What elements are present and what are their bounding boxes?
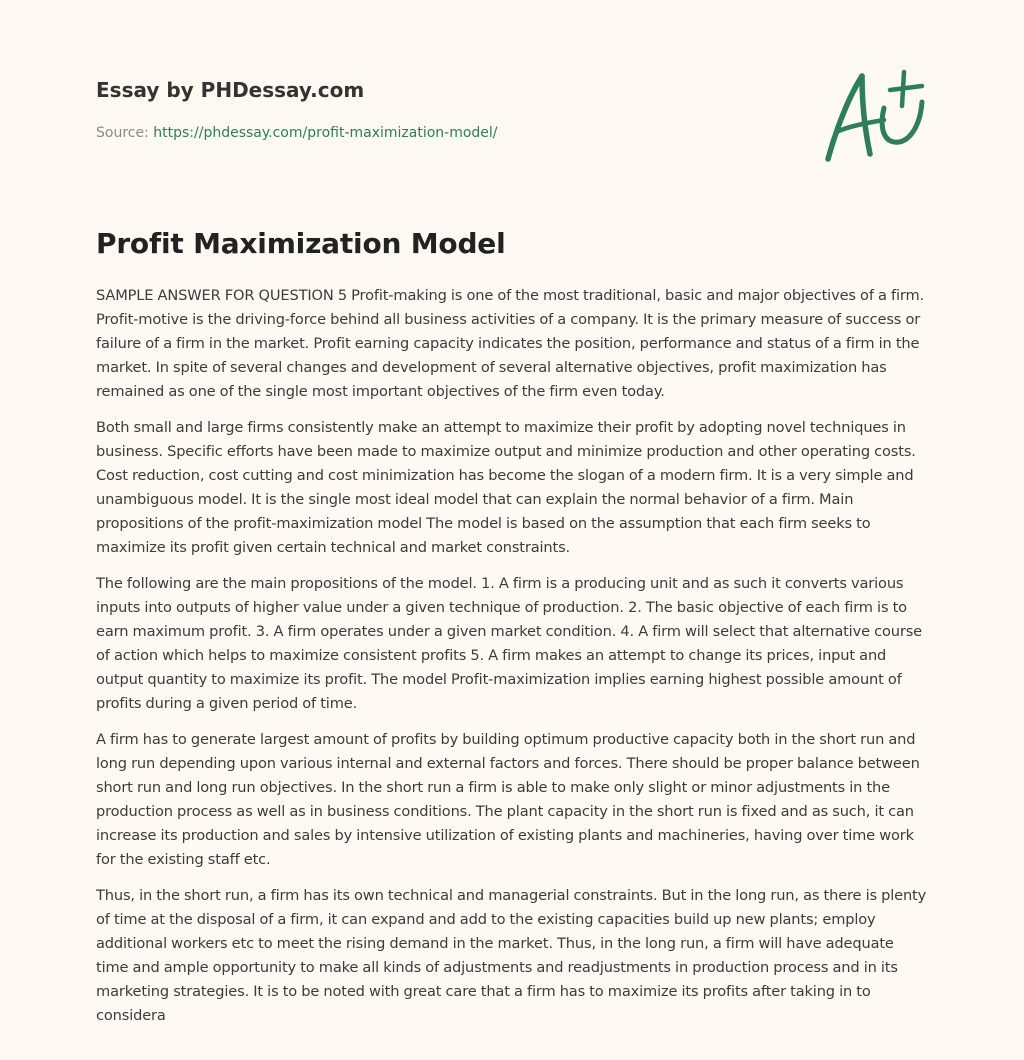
brand-title: Essay by PHDessay.com [96, 78, 365, 102]
a-plus-logo-icon [822, 68, 926, 164]
essay-header [96, 76, 796, 141]
essay-paragraph: Thus, in the short run, a firm has its own technical and managerial constraints. But in the long run, as there is plenty of time at the disposal of a firm, it can expand and add to the existing capacities build up new plants; employ additional workers etc to meet the rising demand in the market. Thus, in the long run, a firm will have adequate time and ample opportunity to make all kinds of adjustments and readjustments in production process and in its marketing strategies. It is to be noted with great care that a firm has to maximize its profits after taking in to considera [96, 887, 927, 1024]
essay-paragraph: SAMPLE ANSWER FOR QUESTION 5 Profit-making is one of the most traditional, basic and major objectives of a firm. Profit-motive is the driving-force behind all business activities of a company. It is the primary measure of success or failure of a firm in the market. Profit earning capacity indicates the position, performance and status of a firm in the market. In spite of several changes and development of several alternative objectives, profit maximization has remained as one of the single most important objectives of the firm even today. [96, 287, 925, 400]
source-line [96, 124, 498, 142]
essay-body [96, 284, 928, 1040]
essay-paragraph: The following are the main propositions of the model. 1. A firm is a producing unit and as such it converts various inputs into outputs of higher value under a given technique of production. 2. The basic objective of each firm is to earn maximum profit. 3. A firm operates under a given market condition. 4. A firm will select that alternative course of action which helps to maximize consistent profits 5. A firm makes an attempt to change its prices, input and output quantity to maximize its profit. The model Profit-maximization implies earning highest possible amount of profits during a given period of time. [96, 575, 922, 712]
source-label: Source: [96, 125, 154, 141]
source-link[interactable]: https://phdessay.com/profit-maximization-model/ [153, 125, 498, 141]
essay-paragraph: A firm has to generate largest amount of profits by building optimum productive capacity both in the short run and long run depending upon various internal and external factors and forces. There should be proper balance between short run and long run objectives. In the short run a firm is able to make only slight or minor adjustments in the production process as well as in business conditions. The plant capacity in the short run is fixed and as such, it can increase its production and sales by intensive utilization of existing plants and machineries, having over time work for the existing staff etc. [96, 731, 920, 868]
essay-paragraph: Both small and large firms consistently make an attempt to maximize their profit by adopting novel techniques in business. Specific efforts have been made to maximize output and minimize production and other operating costs. Cost reduction, cost cutting and cost minimization has become the slogan of a modern firm. It is a very simple and unambiguous model. It is the single most ideal model that can explain the normal behavior of a firm. Main propositions of the profit-maximization model The model is based on the assumption that each firm seeks to maximize its profit given certain technical and market constraints. [96, 419, 916, 556]
essay-title: Profit Maximization Model [96, 227, 506, 260]
